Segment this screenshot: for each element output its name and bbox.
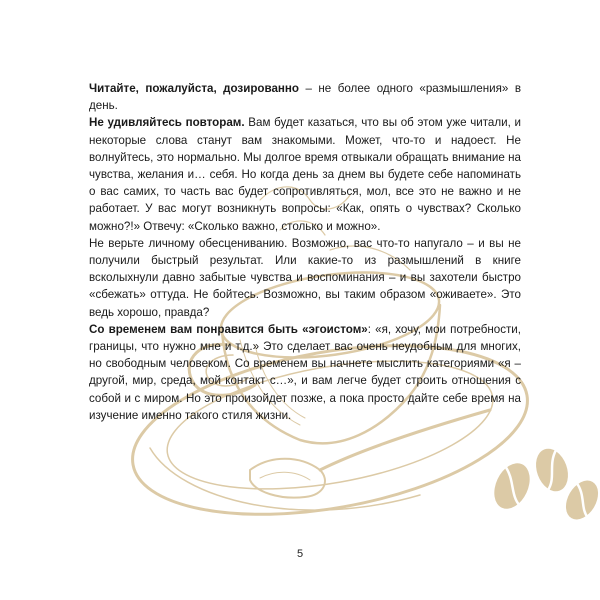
paragraph-4 [89, 321, 521, 424]
paragraph-1-bold: Читайте, пожалуйста, дозированно [89, 82, 299, 95]
paragraph-3-text: Не верьте личному обесцениванию. Возможно, вас что-то напугало – и вы не получили быстрый результат. Или какие-то из размышлений в книге всколыхнули давно забытые чувства и воспоминания – и вы захотели быстро «сбежать» оттуда. Не бойтесь. Возможно, вы таким образом «оживаете». Это ведь хорошо, правда? [89, 236, 521, 319]
paragraph-1-text: – не более одного «размышления» в день. [89, 82, 521, 113]
paragraph-1 [89, 80, 521, 114]
paragraph-2-text: Вам будет казаться, что вы об этом уже читали, и некоторые слова станут вам знакомыми. Может, что-то и надоест. Не волнуйтесь, это нормально. Мы долгое время отвыкали обращать внимание на чувства, желания и… себя. Но когда день за днем вы будете себе напоминать о вас самих, то часть вас будет сопротивляться, мол, все это не важно и не работает. У вас могут возникнуть вопросы: «Как, опять о чувствах? Сколько можно?!» Отвечу: «Сколько важно, столько и можно». [89, 116, 521, 233]
body-text [89, 80, 521, 424]
paragraph-2-bold: Не удивляйтесь повторам. [89, 116, 245, 130]
paragraph-3 [89, 235, 521, 321]
paragraph-2 [89, 114, 521, 234]
paragraph-4-bold: Со временем вам понравится быть «эгоистом» [89, 322, 368, 336]
paragraph-4-text: : «я, хочу, мои потребности, границы, что нужно мне и т.д.» Это сделает вас очень неудобным для многих, но свободным человеком. Со временем вы начнете мыслить категориями «я – другой, мир, среда, мой контакт с…», и вам легче будет строить отношения с собой и с миром. Но это произойдет позже, а пока просто дайте себе время на изучение именно такого стиля жизни. [89, 322, 522, 422]
page-number: 5 [296, 548, 304, 560]
